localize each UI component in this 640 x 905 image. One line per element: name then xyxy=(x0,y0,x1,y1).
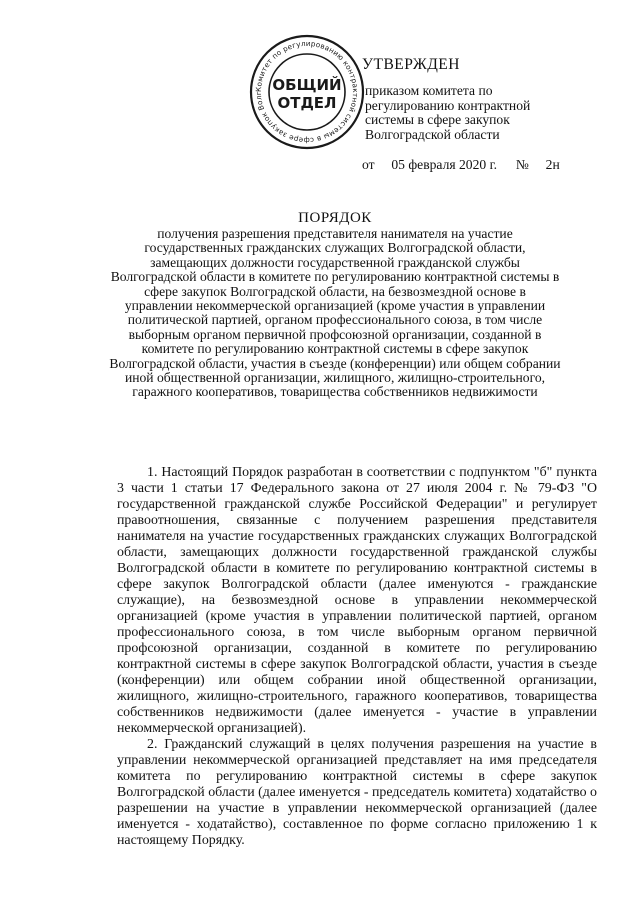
title-main: ПОРЯДОК xyxy=(298,210,372,226)
title-subtitle xyxy=(70,227,600,400)
approval-basis-line: приказом комитета по xyxy=(365,83,493,99)
stamp-ring-text: Комитет по регулированию контрактной системы в сфере закупок Волг xyxy=(253,38,361,146)
subtitle-line: иной общественной организации, жилищного, жилищно-строительного, xyxy=(124,370,546,386)
subtitle-line: получения разрешения представителя нанимателя на участие xyxy=(157,226,513,241)
date-prefix: от xyxy=(362,157,375,173)
subtitle-line: Волгоградской области, участия в съезде (конференции) или общем собрании xyxy=(109,355,561,371)
subtitle-line: выборным органом первичной профсоюзной организации, созданной в xyxy=(128,326,542,342)
subtitle-line: политической партией, органом профессионального союза, в том числе xyxy=(127,312,543,328)
subtitle-line: сфере закупок Волгоградской области, на безвозмездной основе в xyxy=(144,283,526,299)
paragraph-1: 1. Настоящий Порядок разработан в соответствии с подпунктом "б" пункта 3 части 1 статьи 17 Федерального закона от 27 июля 2004 г. № 79-ФЗ "О государственной гражданской службе Российской Федерации" и регулирует правоотношения, связанные с получением разрешения представителя нанимателя на участие государственных гражданских служащих Волгоградской области, замещающих должности государственной гражданской службы Волгоградской области в комитете по регулированию контрактной системы в сфере закупок Волгоградской области (далее именуются - гражданские служащие), на безвозмездной основе в управлении некоммерческой организацией (кроме участия в управлении политической партией, органом профессионального союза, в том числе выборным органом первичной профсоюзной организации, созданной в комитете по регулированию контрактной системы в сфере закупок Волгоградской области, участия в съезде (конференции) или общем собрании иной общественной организации, жилищного, жилищно-строительного, гаражного кооперативов, товарищества собственников недвижимости (далее именуется - участие в управлении некоммерческой организацией). xyxy=(117,465,597,736)
approval-basis-line: Волгоградской области xyxy=(365,126,500,142)
stamp-center-line1: ОБЩИЙ xyxy=(272,76,342,94)
subtitle-line: замещающих должности государственной гражданской службы xyxy=(150,254,520,270)
subtitle-line: государственных гражданских служащих Волгоградской области, xyxy=(144,240,526,256)
approval-basis-line: регулированию контрактной xyxy=(365,97,531,113)
approval-basis xyxy=(362,84,612,142)
approval-heading: УТВЕРЖДЕН xyxy=(362,56,460,73)
approval-date: 05 февраля 2020 г. xyxy=(391,157,498,173)
stamp-seal xyxy=(247,32,367,152)
subtitle-line: Волгоградской области в комитете по регулированию контрактной системы в xyxy=(110,269,560,285)
paragraph-2: 2. Гражданский служащий в целях получения разрешения на участие в управлении некоммерческой организацией представляет на имя председателя комитета по регулированию контрактной системы в сфере закупок Волгоградской области (далее именуется - председатель комитета) ходатайство о разрешении на участие в управлении некоммерческой организацией (далее именуется - ходатайство), составленное по форме согласно приложению 1 к настоящему Порядку. xyxy=(117,737,597,848)
subtitle-line: управлении некоммерческой организацией (кроме участия в управлении xyxy=(124,298,546,314)
number-sign: № xyxy=(515,157,529,173)
subtitle-line: гаражного кооперативов, товарищества собственников недвижимости xyxy=(132,384,538,400)
document-title xyxy=(70,210,600,400)
general-department-stamp xyxy=(247,32,367,152)
approval-date-line xyxy=(362,158,612,172)
stamp-center-line2: ОТДЕЛ xyxy=(277,94,337,112)
subtitle-line: комитете по регулированию контрактной системы в сфере закупок xyxy=(141,341,529,357)
approval-block xyxy=(362,58,612,172)
approval-number: 2н xyxy=(545,157,560,173)
approval-basis-line: системы в сфере закупок xyxy=(365,112,510,128)
document-body xyxy=(117,465,597,849)
